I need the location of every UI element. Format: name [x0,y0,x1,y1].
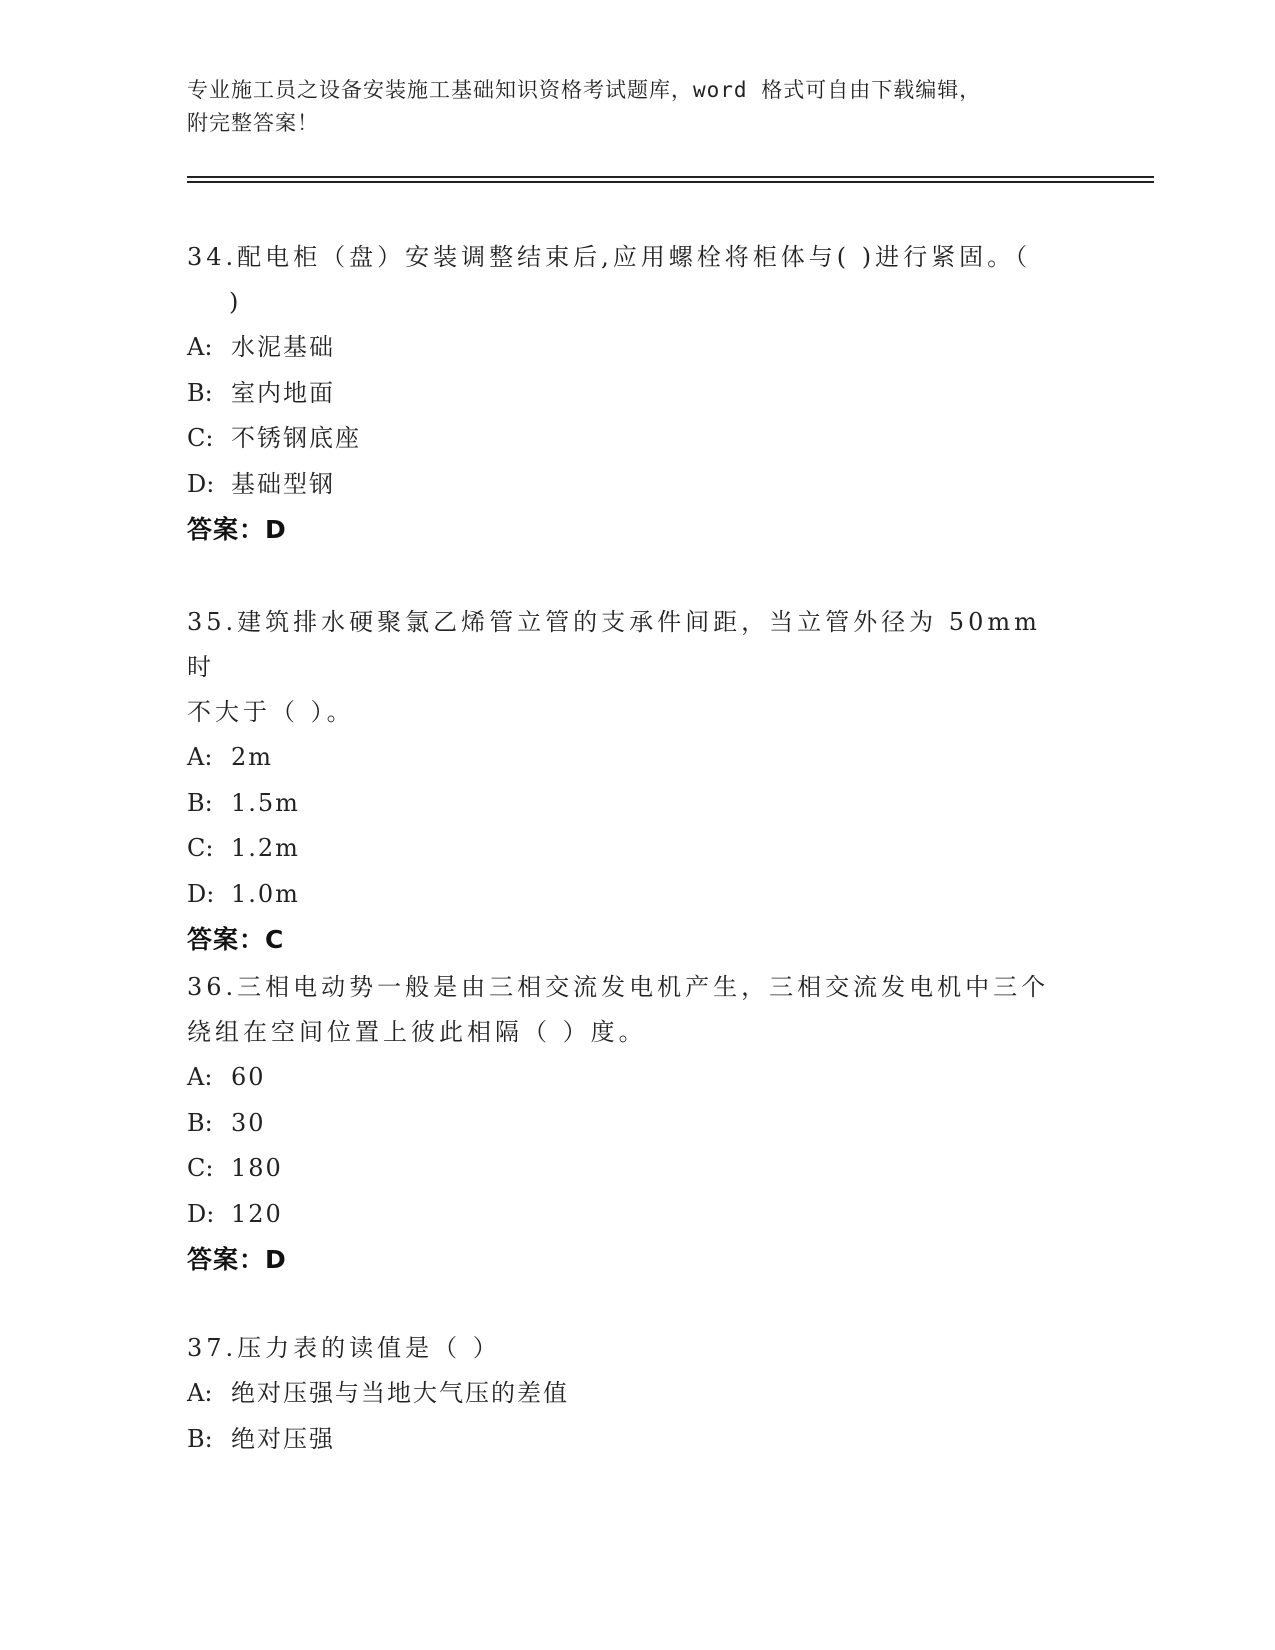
option-key: C: [187,1154,214,1182]
option-text: 180 [231,1154,283,1182]
option-a [187,1055,1067,1101]
question-stem-line-1: 37.压力表的读值是（ ） [187,1334,501,1362]
option-text: 基础型钢 [231,469,335,498]
question-stem-line-1: 36.三相电动势一般是由三相交流发电机产生，三相交流发电机中三个 [187,973,1050,1001]
option-key: C: [187,834,214,862]
option-a [187,735,1067,781]
question-stem [187,1326,1067,1371]
answer-label: 答案：D [187,1245,287,1274]
option-key: A: [187,1379,213,1407]
option-key: A: [187,1063,213,1091]
option-d [187,872,1067,918]
option-key: D: [187,469,215,498]
option-b [187,371,1067,417]
question-stem [187,235,1067,325]
option-c [187,826,1067,872]
question-stem-line-2: 绕组在空间位置上彼此相隔（ ）度。 [187,1018,647,1046]
option-text: 1.5m [231,788,300,817]
option-key: A: [187,333,213,361]
question-stem [187,965,1067,1055]
option-a [187,1371,1067,1417]
question-stem [187,600,1067,735]
option-text: 绝对压强与当地大气压的差值 [231,1379,569,1407]
question-stem-line-2: ) [229,288,243,316]
answer-label: 答案：C [187,925,285,954]
option-key: C: [187,424,214,452]
option-key: B: [187,1108,213,1137]
option-a [187,325,1067,371]
option-b [187,1101,1067,1147]
option-b [187,1417,1067,1463]
header-line-1: 专业施工员之设备安装施工基础知识资格考试题库，word 格式可自由下载编辑， [187,78,982,102]
option-d [187,462,1067,508]
question-35 [187,600,1067,963]
option-d [187,1192,1067,1238]
question-36 [187,965,1067,1283]
option-key: B: [187,788,213,817]
option-text: 60 [231,1063,266,1091]
question-stem-line-1: 35.建筑排水硬聚氯乙烯管立管的支承件间距，当立管外径为 50mm 时 [187,608,1041,681]
option-text: 绝对压强 [231,1424,335,1453]
option-text: 120 [231,1199,283,1228]
option-text: 水泥基础 [231,333,335,361]
question-37 [187,1326,1067,1462]
header-divider-top [187,176,1154,178]
option-key: A: [187,743,213,771]
option-text: 30 [231,1108,266,1137]
option-text: 2m [231,743,274,771]
document-header [187,74,1067,140]
option-text: 1.0m [231,879,300,908]
option-c [187,416,1067,462]
option-key: B: [187,1424,213,1453]
option-text: 不锈钢底座 [231,424,361,452]
option-key: D: [187,1199,215,1228]
option-b [187,781,1067,827]
option-c [187,1146,1067,1192]
question-stem-line-2: 不大于（ ）。 [187,698,355,726]
option-text: 室内地面 [231,378,335,407]
header-line-2: 附完整答案！ [187,111,319,135]
option-key: B: [187,378,213,407]
option-key: D: [187,879,215,908]
header-divider-bottom [187,181,1154,183]
question-34 [187,235,1067,553]
option-text: 1.2m [231,834,300,862]
answer-label: 答案：D [187,515,287,544]
question-stem-line-1: 34.配电柜（盘）安装调整结束后,应用螺栓将柜体与( )进行紧固。（ [187,243,1032,271]
